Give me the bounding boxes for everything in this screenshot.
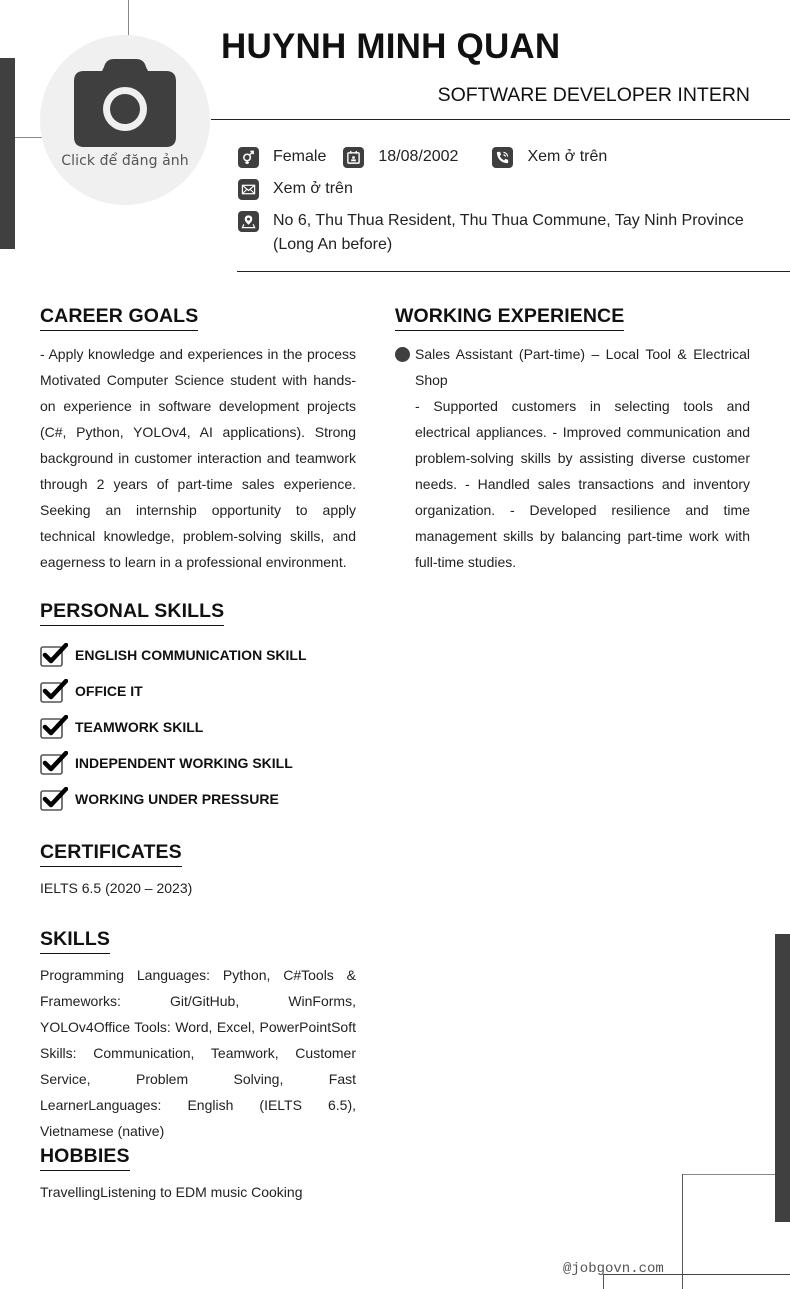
decorative-bar-right (775, 934, 790, 1222)
contact-row (238, 147, 607, 169)
personal-skills-list (40, 637, 356, 817)
birthday-field (343, 147, 458, 169)
bullet-icon (395, 347, 410, 362)
decorative-line (682, 1174, 683, 1289)
gender-icon (238, 147, 259, 168)
birthday-value: 18/08/2002 (378, 148, 459, 165)
skill-label: WORKING UNDER PRESSURE (75, 791, 279, 807)
section-title: CAREER GOALS (40, 305, 198, 331)
candidate-name: HUYNH MINH QUAN (221, 27, 561, 66)
skill-label: ENGLISH COMMUNICATION SKILL (75, 647, 307, 663)
skills-text: Programming Languages: Python, C#Tools & Frameworks: Git/GitHub, WinForms, YOLOv4Office Tools: Word, Excel, PowerPointSoft Skills: Communication, Teamwork, Customer Service, Problem Solving, Fast LearnerLanguages: English (IELTS 6.5), Vietnamese (native) (40, 967, 356, 1139)
address-value: No 6, Thu Thua Resident, Thu Thua Commune, Tay Ninh Province (Long An before) (273, 212, 744, 253)
hobbies-section (40, 1145, 356, 1205)
email-field (238, 179, 353, 201)
career-goals-section (40, 305, 356, 575)
hobbies-text: TravellingListening to EDM music Cooking (40, 1184, 303, 1200)
personal-skills-section (40, 600, 356, 817)
list-item (40, 781, 356, 817)
skill-label: INDEPENDENT WORKING SKILL (75, 755, 293, 771)
checkbox-checked-icon (40, 715, 68, 739)
list-item (40, 673, 356, 709)
list-item (40, 745, 356, 781)
avatar-upload[interactable] (40, 35, 210, 205)
watermark: @jobgovn.com (563, 1261, 664, 1277)
job-title: SOFTWARE DEVELOPER INTERN (437, 84, 750, 106)
section-title: CERTIFICATES (40, 841, 182, 867)
camera-icon (74, 59, 176, 149)
experience-position: Sales Assistant (Part-time) – Local Tool & Electrical Shop (415, 346, 750, 388)
skill-label: OFFICE IT (75, 683, 143, 699)
address-field (238, 211, 758, 257)
phone-value: Xem ở trên (527, 148, 608, 165)
career-goals-text: - Apply knowledge and experiences in the process Motivated Computer Science student with hands-on experience in software development projects (C#, Python, YOLOv4, AI applications). Strong background in customer interaction and teamwork through 2 years of part-time sales experience. Seeking an internship opportunity to apply technical knowledge, problem-solving skills, and eagerness to learn in a professional environment. (40, 346, 356, 570)
checkbox-checked-icon (40, 679, 68, 703)
gender-value: Female (273, 148, 327, 165)
skill-label: TEAMWORK SKILL (75, 719, 204, 735)
decorative-bar-left (0, 58, 15, 249)
divider (237, 271, 790, 272)
experience-item (395, 341, 750, 575)
section-title: HOBBIES (40, 1145, 130, 1171)
checkbox-checked-icon (40, 751, 68, 775)
list-item (40, 709, 356, 745)
checkbox-checked-icon (40, 787, 68, 811)
divider (211, 119, 790, 120)
decorative-line (15, 137, 42, 138)
section-title: PERSONAL SKILLS (40, 600, 224, 626)
location-icon (238, 211, 259, 232)
checkbox-checked-icon (40, 643, 68, 667)
section-title: SKILLS (40, 928, 110, 954)
decorative-line (128, 0, 129, 36)
certificates-text: IELTS 6.5 (2020 – 2023) (40, 880, 193, 896)
phone-icon (492, 147, 513, 168)
gender-field (238, 147, 326, 169)
list-item (40, 637, 356, 673)
skills-section (40, 928, 356, 1144)
decorative-line (682, 1174, 775, 1175)
experience-description: - Supported customers in selecting tools and electrical appliances. - Improved communication and problem-solving skills by assisting diverse customer needs. - Handled sales transactions and inventory organization. - Developed resilience and time management skills by balancing part-time work with full-time studies. (415, 398, 750, 570)
email-value: Xem ở trên (273, 180, 353, 197)
email-icon (238, 179, 259, 200)
calendar-icon (343, 147, 364, 168)
working-experience-section (395, 305, 750, 575)
certificates-section (40, 841, 356, 901)
avatar-caption: Click để đăng ảnh (61, 153, 189, 169)
section-title: WORKING EXPERIENCE (395, 305, 624, 331)
phone-field (492, 147, 607, 169)
